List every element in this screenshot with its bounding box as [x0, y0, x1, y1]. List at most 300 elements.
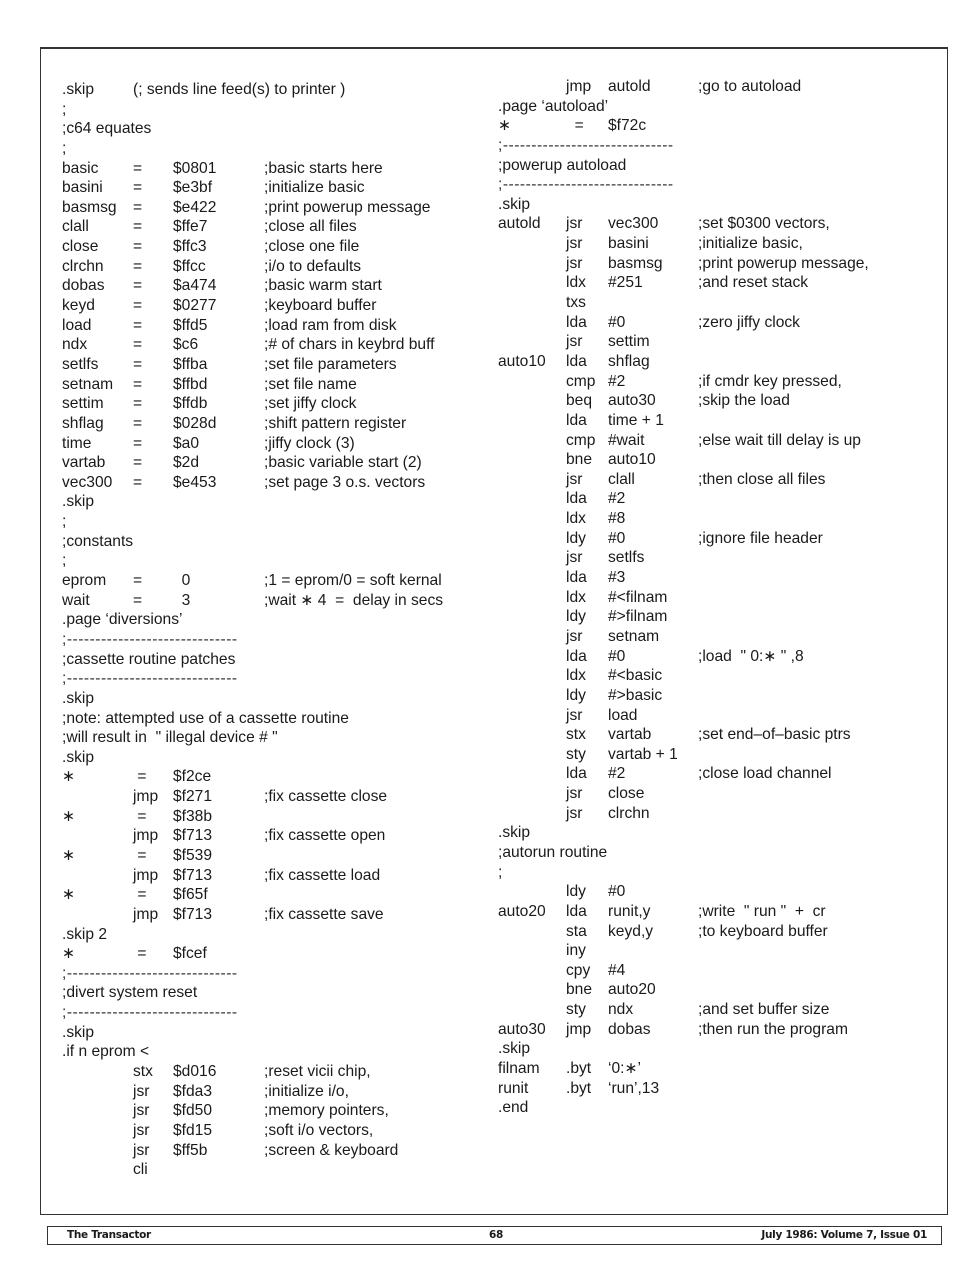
code-line	[498, 941, 938, 961]
code-operand: $028d	[173, 414, 217, 432]
code-mnemonic: ldx	[566, 588, 586, 606]
code-line	[498, 1059, 938, 1079]
code-text: .skip	[62, 1023, 95, 1041]
code-line	[62, 807, 482, 827]
code-mnemonic: ldx	[566, 274, 586, 292]
code-mnemonic: =	[566, 117, 584, 135]
code-comment: ;set file parameters	[264, 355, 397, 373]
code-text: .skip	[498, 1040, 531, 1058]
code-line	[498, 764, 938, 784]
code-line	[498, 882, 938, 902]
code-text: ;constants	[62, 532, 134, 550]
code-line	[498, 175, 938, 195]
code-line	[62, 983, 482, 1003]
code-line	[62, 237, 482, 257]
publication-name: The Transactor	[67, 1229, 151, 1241]
listing-column-left	[62, 80, 482, 1180]
code-mnemonic: ldy	[566, 883, 586, 901]
code-line	[498, 156, 938, 176]
code-text: ;autorun routine	[498, 843, 608, 861]
code-operand: 0	[173, 572, 191, 590]
code-line	[498, 1098, 938, 1118]
code-operand: $f713	[173, 827, 213, 845]
code-line	[62, 748, 482, 768]
code-label: setnam	[62, 375, 114, 393]
code-line	[498, 588, 938, 608]
code-line	[498, 136, 938, 156]
code-mnemonic: =	[133, 414, 143, 432]
code-mnemonic: =	[133, 257, 143, 275]
code-line	[498, 431, 938, 451]
code-line	[498, 804, 938, 824]
code-mnemonic: =	[133, 159, 143, 177]
code-label: time	[62, 434, 92, 452]
code-text: ;	[62, 513, 67, 531]
code-comment: ;fix cassette load	[264, 866, 381, 884]
code-comment: ;set page 3 o.s. vectors	[264, 473, 426, 491]
code-operand: $f65f	[173, 886, 208, 904]
code-operand: $f271	[173, 788, 213, 806]
code-comment: ;jiffy clock (3)	[264, 434, 355, 452]
code-mnemonic: jsr	[566, 254, 583, 272]
code-mnemonic: =	[133, 846, 147, 864]
code-line	[62, 925, 482, 945]
code-comment: ;reset vicii chip,	[264, 1063, 371, 1081]
code-mnemonic: =	[133, 198, 143, 216]
code-operand: $f2ce	[173, 768, 212, 786]
code-comment: ;zero jiffy clock	[698, 313, 800, 331]
code-operand: auto30	[608, 392, 656, 410]
code-mnemonic: =	[133, 297, 143, 315]
code-operand: $ffbd	[173, 375, 208, 393]
code-text: ;------------------------------	[62, 964, 238, 982]
code-comment: (; sends line feed(s) to printer )	[133, 81, 346, 98]
code-operand: $a0	[173, 434, 200, 452]
code-line	[62, 80, 482, 100]
code-comment: ;load " 0:∗ " ,8	[698, 647, 804, 665]
code-comment: ;then run the program	[698, 1020, 848, 1038]
code-operand: $ffdb	[173, 395, 208, 413]
code-line	[498, 706, 938, 726]
code-comment: ;close one file	[264, 238, 360, 256]
code-operand: close	[608, 785, 645, 803]
code-mnemonic: txs	[566, 294, 586, 312]
code-text: ;	[62, 552, 67, 570]
code-line	[62, 119, 482, 139]
code-text: ;------------------------------	[498, 176, 674, 194]
code-comment: ;soft i/o vectors,	[264, 1121, 374, 1139]
code-mnemonic: sty	[566, 745, 586, 763]
code-mnemonic: =	[133, 768, 147, 786]
code-mnemonic: cmp	[566, 431, 596, 449]
code-line	[62, 217, 482, 237]
code-line	[498, 666, 938, 686]
code-line	[62, 1003, 482, 1023]
code-comment: ;to keyboard buffer	[698, 922, 828, 940]
code-comment: ;1 = eprom/0 = soft kernal	[264, 572, 442, 590]
code-operand: time + 1	[608, 411, 664, 429]
code-label: eprom	[62, 572, 107, 590]
code-mnemonic: jsr	[566, 470, 583, 488]
code-operand: ‘0:∗’	[608, 1060, 641, 1078]
code-line	[62, 1101, 482, 1121]
code-mnemonic: jsr	[133, 1121, 150, 1139]
code-text: ;------------------------------	[498, 136, 674, 154]
code-operand: auto10	[608, 451, 656, 469]
code-text: .end	[498, 1099, 529, 1117]
code-line	[62, 1082, 482, 1102]
code-operand: $f539	[173, 846, 213, 864]
code-mnemonic: =	[133, 218, 143, 236]
code-mnemonic: =	[133, 473, 143, 491]
listing-column-right	[498, 77, 938, 1118]
code-operand: $fda3	[173, 1082, 213, 1100]
code-text: .skip	[498, 195, 531, 213]
code-operand: #0	[608, 883, 626, 901]
code-operand: #8	[608, 510, 626, 528]
code-text: ;c64 equates	[62, 120, 152, 138]
code-mnemonic: jsr	[566, 215, 583, 233]
code-operand: $f713	[173, 905, 213, 923]
code-line	[62, 1042, 482, 1062]
code-operand: $d016	[173, 1063, 217, 1081]
code-operand: $ffe7	[173, 218, 208, 236]
code-label: ∗	[62, 846, 76, 864]
code-mnemonic: jsr	[566, 785, 583, 803]
code-line	[498, 568, 938, 588]
code-mnemonic: ldy	[566, 686, 586, 704]
code-text: .skip 2	[62, 925, 108, 943]
code-operand: #0	[608, 313, 626, 331]
code-line	[498, 332, 938, 352]
code-comment: ;and reset stack	[698, 274, 809, 292]
code-operand: $e422	[173, 198, 217, 216]
code-operand: #0	[608, 529, 626, 547]
code-operand: $f713	[173, 866, 213, 884]
code-line	[62, 473, 482, 493]
code-mnemonic: bne	[566, 981, 593, 999]
code-line	[498, 372, 938, 392]
code-comment: ;basic starts here	[264, 159, 383, 177]
code-label: auto20	[498, 902, 546, 920]
code-label: vec300	[62, 473, 113, 491]
page-number: 68	[489, 1229, 504, 1241]
code-comment: ;shift pattern register	[264, 414, 407, 432]
code-comment: ;initialize basic	[264, 179, 365, 197]
code-operand: $ffba	[173, 355, 208, 373]
code-label: dobas	[62, 277, 105, 295]
code-operand: setnam	[608, 627, 660, 645]
code-operand: $0277	[173, 297, 217, 315]
code-mnemonic: cli	[133, 1161, 148, 1179]
code-label: settim	[62, 395, 104, 413]
code-label: ∗	[62, 807, 76, 825]
code-comment: ;fix cassette save	[264, 905, 384, 923]
code-mnemonic: jmp	[133, 866, 159, 884]
code-text: ;------------------------------	[62, 1004, 238, 1022]
code-label: ∗	[62, 886, 76, 904]
code-mnemonic: jsr	[566, 549, 583, 567]
code-line	[498, 647, 938, 667]
code-mnemonic: .byt	[566, 1060, 592, 1078]
code-label: shflag	[62, 414, 104, 432]
code-mnemonic: jmp	[133, 827, 159, 845]
code-mnemonic: .byt	[566, 1079, 592, 1097]
code-line	[62, 1062, 482, 1082]
code-text: ;will result in " illegal device # "	[62, 729, 278, 747]
code-line	[498, 725, 938, 745]
code-mnemonic: jsr	[133, 1082, 150, 1100]
code-line	[62, 355, 482, 375]
code-mnemonic: stx	[133, 1063, 153, 1081]
code-label: vartab	[62, 454, 106, 472]
code-comment: ;set jiffy clock	[264, 395, 357, 413]
code-line	[498, 352, 938, 372]
code-mnemonic: iny	[566, 942, 586, 960]
code-operand: $ffd5	[173, 316, 208, 334]
code-line	[62, 1160, 482, 1180]
code-mnemonic: jmp	[133, 788, 159, 806]
code-mnemonic: =	[133, 395, 143, 413]
code-operand: basini	[608, 235, 649, 253]
code-operand: #<basic	[608, 667, 663, 685]
code-operand: $0801	[173, 159, 217, 177]
code-comment: ;memory pointers,	[264, 1102, 389, 1120]
code-comment: ;fix cassette open	[264, 827, 386, 845]
code-operand: $e3bf	[173, 179, 213, 197]
code-line	[62, 375, 482, 395]
code-line	[62, 571, 482, 591]
code-line	[498, 823, 938, 843]
code-line	[62, 630, 482, 650]
code-label: auto30	[498, 1020, 546, 1038]
code-label: runit	[498, 1079, 529, 1097]
code-mnemonic: jmp	[566, 1020, 592, 1038]
code-operand: $ffcc	[173, 257, 206, 275]
code-line	[62, 532, 482, 552]
code-line	[62, 1141, 482, 1161]
code-mnemonic: lda	[566, 569, 587, 587]
code-mnemonic: jsr	[133, 1102, 150, 1120]
code-text: ;note: attempted use of a cassette routine	[62, 709, 349, 727]
code-operand: autold	[608, 78, 651, 95]
code-line	[62, 198, 482, 218]
code-line	[498, 97, 938, 117]
code-label: wait	[62, 591, 90, 609]
code-mnemonic: jsr	[133, 1141, 150, 1159]
code-comment: ;i/o to defaults	[264, 257, 362, 275]
code-mnemonic: =	[133, 945, 147, 963]
code-comment: ;basic variable start (2)	[264, 454, 422, 472]
code-text: ;	[498, 863, 503, 881]
code-mnemonic: jsr	[566, 333, 583, 351]
code-line	[62, 139, 482, 159]
code-operand: #>basic	[608, 686, 663, 704]
code-operand: $2d	[173, 454, 200, 472]
code-mnemonic: =	[133, 355, 143, 373]
code-line	[498, 77, 938, 97]
code-label: basic	[62, 159, 99, 177]
code-line	[62, 551, 482, 571]
code-operand: vartab	[608, 726, 652, 744]
code-mnemonic: =	[133, 179, 143, 197]
code-comment: ;set end–of–basic ptrs	[698, 726, 851, 744]
code-operand: #251	[608, 274, 643, 292]
code-label: clall	[62, 218, 89, 236]
code-text: .page ‘diversions’	[62, 611, 183, 629]
code-operand: load	[608, 706, 638, 724]
code-mnemonic: lda	[566, 490, 587, 508]
code-line	[62, 316, 482, 336]
code-operand: $a474	[173, 277, 217, 295]
code-operand: setlfs	[608, 549, 645, 567]
code-mnemonic: cmp	[566, 372, 596, 390]
code-line	[62, 669, 482, 689]
code-line	[498, 470, 938, 490]
code-line	[62, 394, 482, 414]
code-operand: keyd,y	[608, 922, 654, 940]
code-operand: #>filnam	[608, 608, 668, 626]
code-operand: auto20	[608, 981, 656, 999]
code-label: basmsg	[62, 198, 117, 216]
code-comment: ;wait ∗ 4 = delay in secs	[264, 591, 444, 609]
code-label: auto10	[498, 352, 546, 370]
code-line	[498, 195, 938, 215]
code-mnemonic: =	[133, 375, 143, 393]
code-comment: ;set file name	[264, 375, 357, 393]
code-operand: basmsg	[608, 254, 663, 272]
code-comment: ;then close all files	[698, 470, 826, 488]
code-line	[62, 453, 482, 473]
code-comment: ;if cmdr key pressed,	[698, 372, 842, 390]
code-label: load	[62, 316, 92, 334]
code-label: ∗	[498, 117, 512, 135]
code-text: .skip	[62, 493, 95, 511]
code-text: ;	[62, 100, 67, 118]
code-line	[498, 411, 938, 431]
code-text: .skip	[62, 689, 95, 707]
code-label: clrchn	[62, 257, 104, 275]
code-operand: $fd50	[173, 1102, 213, 1120]
code-text: ;divert system reset	[62, 984, 198, 1002]
code-mnemonic: =	[133, 572, 143, 590]
code-mnemonic: lda	[566, 765, 587, 783]
code-line	[62, 767, 482, 787]
code-text: .skip	[498, 824, 531, 842]
code-mnemonic: =	[133, 807, 147, 825]
code-line	[498, 902, 938, 922]
code-line	[498, 254, 938, 274]
code-text: .if n eprom <	[62, 1043, 150, 1061]
code-comment: ;basic warm start	[264, 277, 382, 295]
code-mnemonic: jsr	[566, 235, 583, 253]
code-label: ∗	[62, 945, 76, 963]
code-label: filnam	[498, 1060, 540, 1078]
code-text: ;cassette routine patches	[62, 650, 236, 668]
code-comment: ;go to autoload	[698, 78, 802, 95]
code-line	[62, 689, 482, 709]
code-line	[498, 234, 938, 254]
code-line	[498, 273, 938, 293]
code-line	[62, 787, 482, 807]
code-line	[498, 745, 938, 765]
code-line	[498, 509, 938, 529]
code-line	[62, 1023, 482, 1043]
code-text: .page ‘autoload’	[498, 97, 609, 115]
code-line	[62, 905, 482, 925]
code-operand: #3	[608, 569, 626, 587]
code-mnemonic: jsr	[566, 627, 583, 645]
code-line	[62, 296, 482, 316]
code-operand: $ffc3	[173, 238, 207, 256]
code-mnemonic: =	[133, 238, 143, 256]
code-operand: $ff5b	[173, 1141, 208, 1159]
code-mnemonic: sta	[566, 922, 587, 940]
code-line	[62, 650, 482, 670]
code-line	[498, 529, 938, 549]
code-operand: settim	[608, 333, 650, 351]
code-operand: $fcef	[173, 945, 207, 963]
code-text: ;------------------------------	[62, 670, 238, 688]
code-line	[62, 414, 482, 434]
code-line	[62, 257, 482, 277]
code-comment: ;close load channel	[698, 765, 832, 783]
code-operand: runit,y	[608, 902, 651, 920]
code-line	[62, 964, 482, 984]
code-operand: #0	[608, 647, 626, 665]
code-mnemonic: stx	[566, 726, 586, 744]
code-mnemonic: =	[133, 277, 143, 295]
code-mnemonic: lda	[566, 411, 587, 429]
code-line	[62, 159, 482, 179]
code-mnemonic: beq	[566, 392, 593, 410]
code-line	[498, 116, 938, 136]
code-operand: #4	[608, 961, 626, 979]
code-line	[498, 784, 938, 804]
code-mnemonic: jsr	[566, 804, 583, 822]
code-line	[62, 434, 482, 454]
code-operand: vartab + 1	[608, 745, 678, 763]
issue-info: July 1986: Volume 7, Issue 01	[761, 1229, 927, 1241]
code-comment: ;initialize i/o,	[264, 1082, 349, 1100]
code-operand: vec300	[608, 215, 659, 233]
code-operand: $c6	[173, 336, 199, 354]
code-line	[498, 548, 938, 568]
code-line	[62, 591, 482, 611]
code-line	[498, 313, 938, 333]
code-comment: ;screen & keyboard	[264, 1141, 399, 1159]
code-line	[498, 961, 938, 981]
code-mnemonic: jmp	[566, 78, 592, 95]
code-operand: #2	[608, 765, 626, 783]
code-operand: #wait	[608, 431, 645, 449]
code-label: autold	[498, 215, 541, 233]
code-operand: $e453	[173, 473, 217, 491]
code-operand: ndx	[608, 1001, 634, 1019]
code-comment: ;print powerup message	[264, 198, 431, 216]
code-comment: ;write " run " + cr	[698, 902, 826, 920]
code-operand: $fd15	[173, 1121, 213, 1139]
code-mnemonic: bne	[566, 451, 593, 469]
code-operand: shflag	[608, 352, 650, 370]
code-line	[498, 293, 938, 313]
code-mnemonic: lda	[566, 647, 587, 665]
code-line	[498, 1039, 938, 1059]
code-line	[62, 492, 482, 512]
code-line	[498, 489, 938, 509]
code-comment: ;print powerup message,	[698, 254, 869, 272]
code-operand: 3	[173, 591, 191, 609]
